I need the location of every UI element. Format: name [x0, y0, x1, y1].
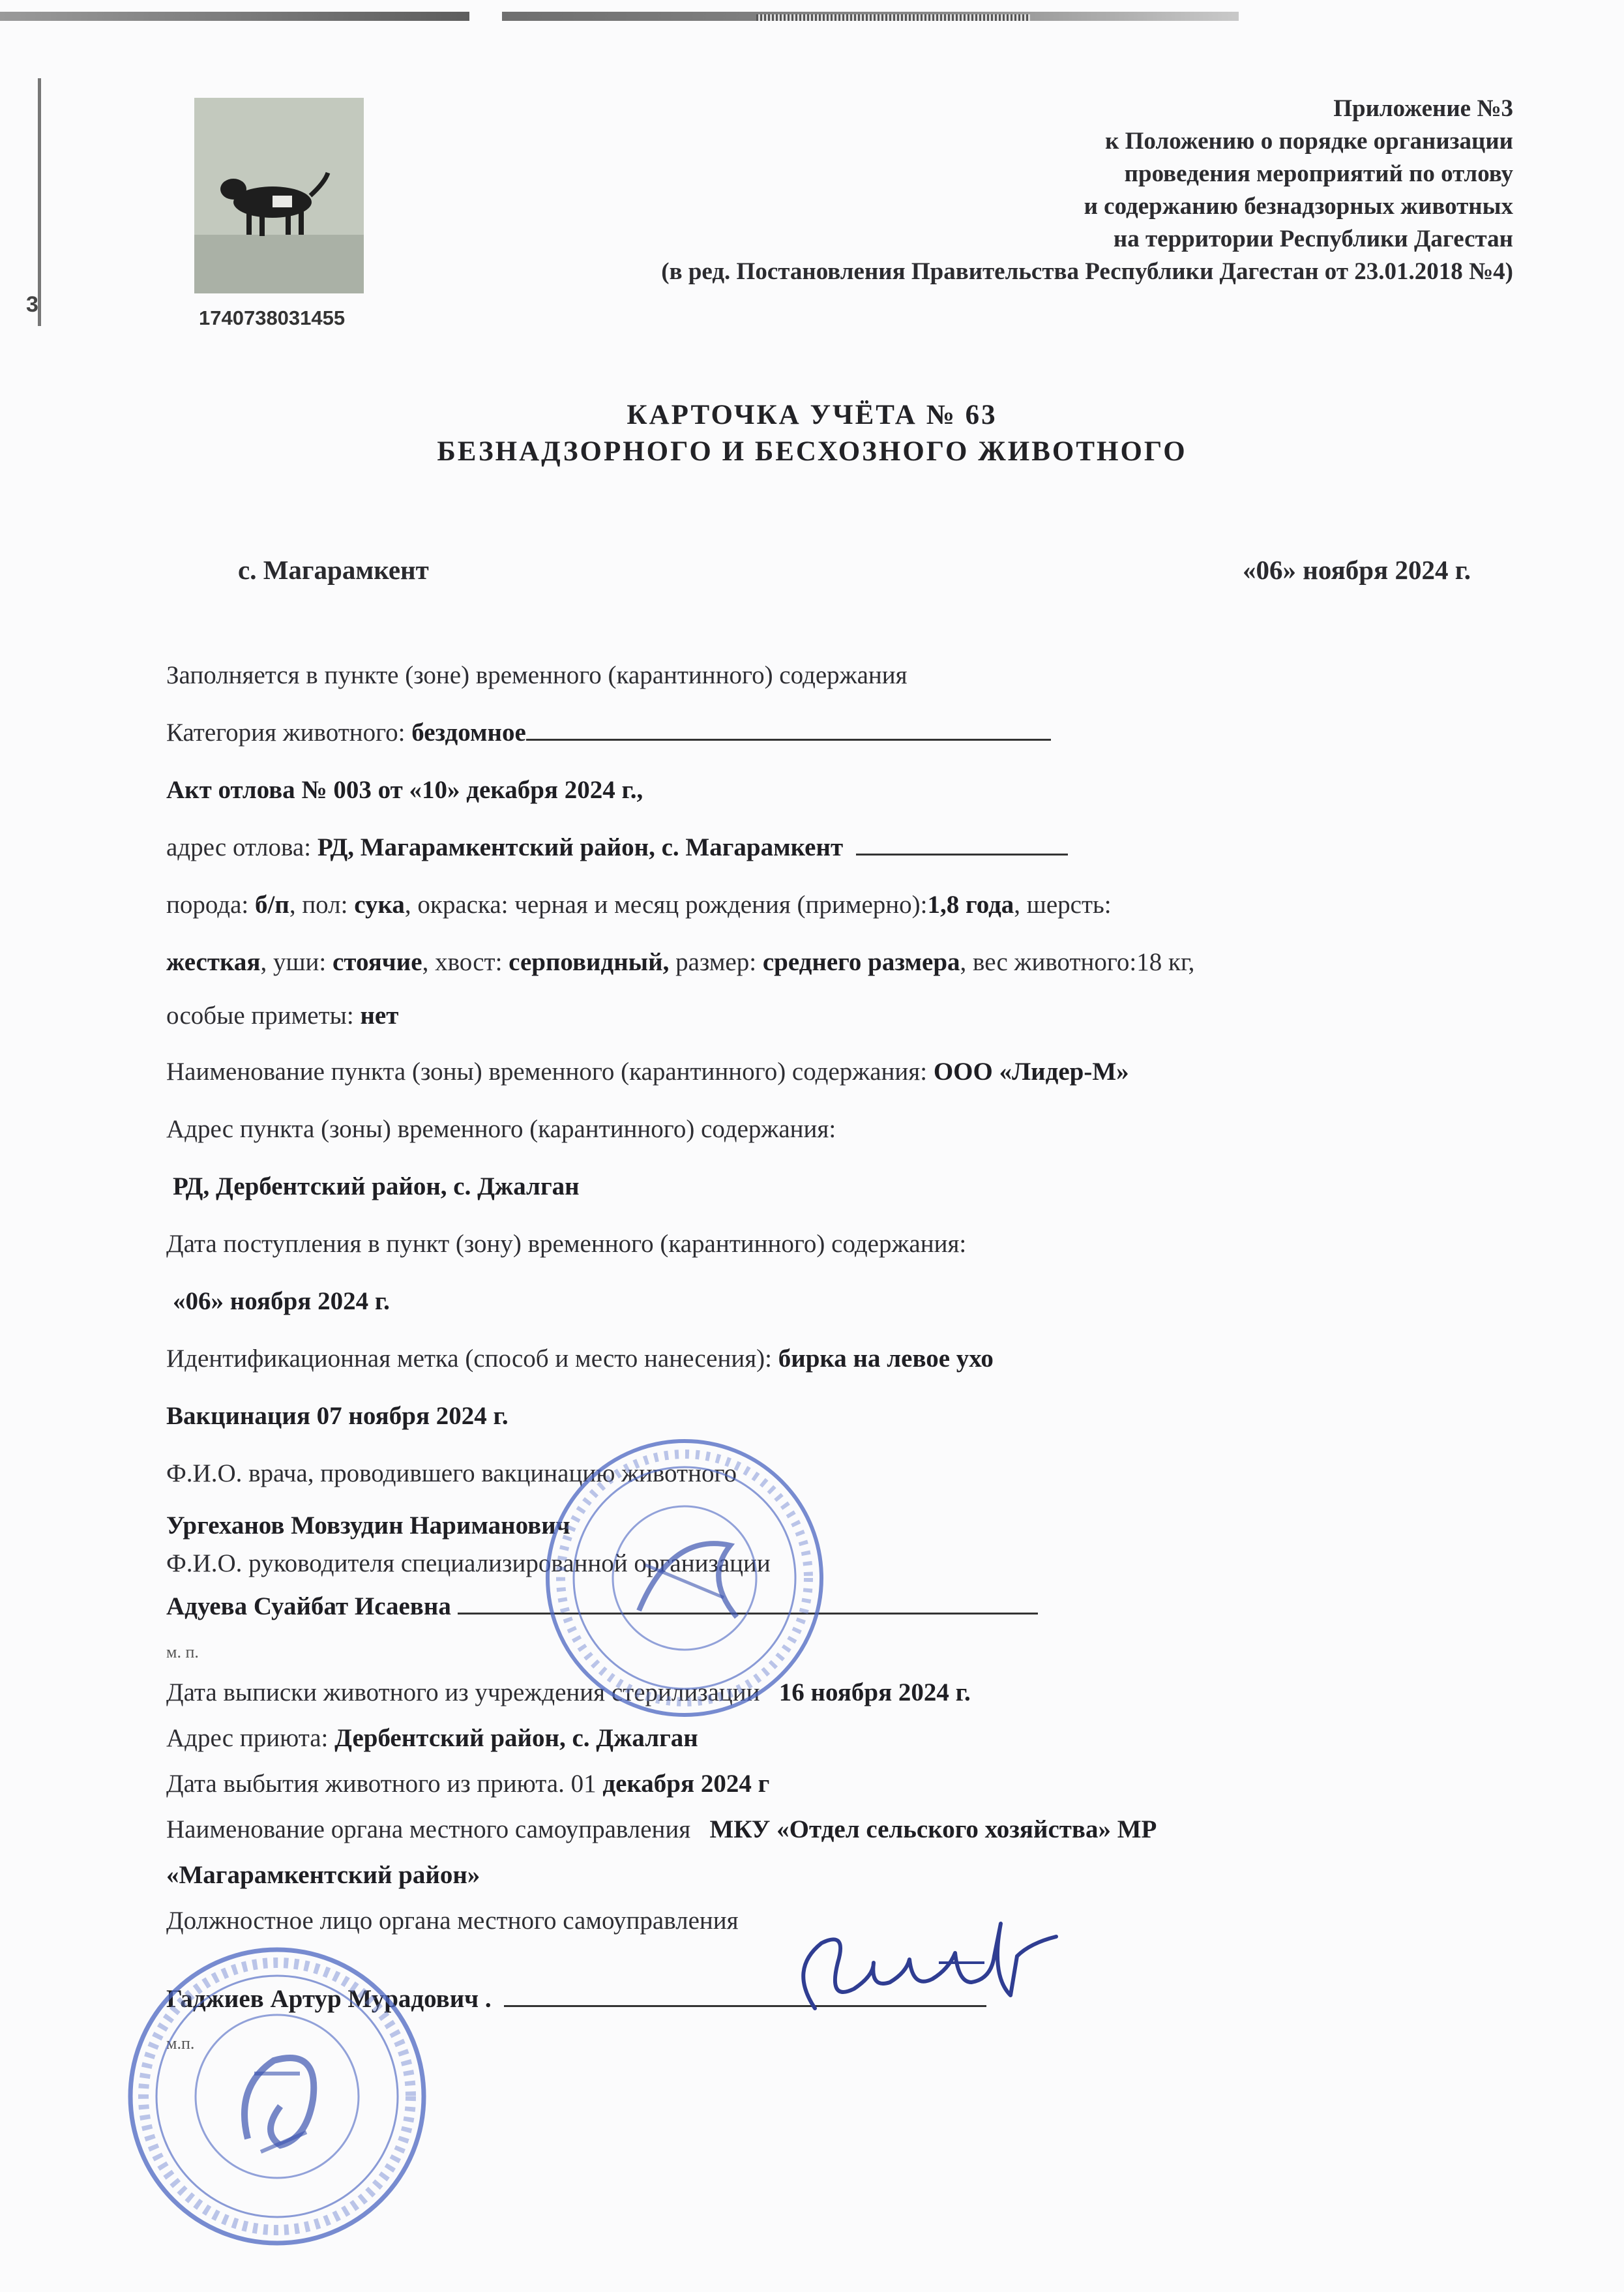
color-text: , окраска: черная и месяц рождения (примерно):	[404, 891, 928, 919]
marks-row	[166, 999, 398, 1033]
weight-text: , вес животного:18 кг,	[960, 948, 1195, 976]
animal-photo	[194, 98, 364, 293]
document-date: «06» ноября 2024 г.	[1242, 555, 1471, 585]
mp-label: м.п.	[166, 2034, 195, 2053]
vet-value: Ургеханов Мовзудин Нариманович	[166, 1511, 570, 1540]
arrival-value-row	[173, 1285, 390, 1318]
organization-seal-stamp	[541, 1435, 828, 1721]
shelter2-row	[166, 1721, 698, 1755]
scan-edge	[38, 78, 41, 326]
gov-row	[166, 1813, 1157, 1847]
mp-label: м. п.	[166, 1643, 199, 1661]
features-row	[166, 945, 1194, 979]
act-row	[166, 773, 643, 807]
header-line: на территории Республики Дагестан	[1113, 226, 1513, 252]
arrival-row	[166, 1227, 966, 1261]
vaccination-row	[166, 1399, 509, 1433]
gov-value: МКУ «Отдел сельского хозяйства» МР	[709, 1815, 1157, 1843]
fill-note	[166, 659, 908, 692]
gov-row-2	[166, 1858, 480, 1892]
header-line: к Положению о порядке организации	[1105, 128, 1513, 155]
document-subtitle: БЕЗНАДЗОРНОГО И БЕСХОЗНОГО ЖИВОТНОГО	[437, 436, 1187, 467]
official-label-row	[166, 1904, 739, 1938]
shelter2-value: Дербентский район, с. Джалган	[334, 1724, 698, 1752]
shelter-addr-row	[166, 1112, 836, 1146]
shelter-name-value: ООО «Лидер-М»	[933, 1058, 1129, 1086]
header-line: Приложение №3	[1333, 95, 1513, 122]
address-row	[166, 831, 1068, 865]
vet-label: Ф.И.О. врача, проводившего вакцинацию животного	[166, 1459, 737, 1487]
tail-label: , хвост:	[422, 948, 509, 976]
scan-artifact-barcode	[756, 14, 1030, 21]
category-value: бездомное	[411, 719, 526, 747]
tag-label: Идентификационная метка (способ и место нанесения):	[166, 1345, 778, 1373]
appendix-header	[661, 93, 1513, 288]
header-line: и содержанию безнадзорных животных	[1084, 193, 1513, 220]
shelter-addr-value-row	[173, 1170, 580, 1204]
category-label: Категория животного:	[166, 719, 412, 747]
tag-value: бирка на левое ухо	[778, 1345, 994, 1373]
leave-value: декабря 2024 г	[602, 1770, 770, 1798]
discharge-label: Дата выписки животного из учреждения стерилизации	[166, 1678, 767, 1706]
municipal-seal-stamp	[124, 1943, 430, 2250]
age-value: 1,8 года	[927, 891, 1014, 919]
shelter-addr-label: Адрес пункта (зоны) временного (карантинного) содержания:	[166, 1115, 836, 1143]
place: с. Магарамкент	[238, 555, 429, 585]
gov-value-2: «Магарамкентский район»	[166, 1861, 480, 1889]
official-label: Должностное лицо органа местного самоуправления	[166, 1907, 739, 1935]
underline	[856, 853, 1068, 856]
address-value: РД, Магарамкентский район, с. Магарамкент	[317, 833, 844, 861]
breed-row	[166, 888, 1112, 922]
shelter-addr-value: РД, Дербентский район, с. Джалган	[173, 1172, 580, 1200]
handwritten-signature	[776, 1917, 1076, 2028]
gov-label: Наименование органа местного самоуправления	[166, 1815, 697, 1843]
seal-icon	[124, 1943, 430, 2250]
fur-value: жесткая	[166, 948, 261, 976]
breed-value: б/п	[255, 891, 289, 919]
underline	[526, 738, 1051, 741]
fill-note-text: Заполняется в пункте (зоне) временного (карантинного) содержания	[166, 661, 908, 689]
size-label: размер:	[669, 948, 763, 976]
shelter-name-row	[166, 1055, 1129, 1089]
ears-value: стоячие	[332, 948, 422, 976]
address-label: адрес отлова:	[166, 833, 317, 861]
vet-value-row	[166, 1509, 570, 1543]
dog-photo-image	[194, 98, 364, 293]
breed-label: порода:	[166, 891, 255, 919]
scan-artifact-bar	[0, 12, 469, 21]
head-value: Адуева Суайбат Исаевна	[166, 1592, 451, 1620]
marks-value: нет	[360, 1002, 399, 1030]
category-row	[166, 716, 1051, 750]
tail-value: серповидный,	[509, 948, 670, 976]
arrival-value: «06» ноября 2024 г.	[173, 1287, 390, 1315]
sex-label: , пол:	[289, 891, 355, 919]
sex-value: сука	[354, 891, 405, 919]
act-value: Акт отлова № 003 от «10» декабря 2024 г.,	[166, 776, 643, 804]
shelter2-label: Адрес приюта:	[166, 1724, 335, 1752]
head-label: Ф.И.О. руководителя специализированной организации	[166, 1549, 771, 1577]
tag-row	[166, 1342, 994, 1376]
leave-row	[166, 1767, 769, 1801]
official-value: Гаджиев Артур Мурадович .	[166, 1985, 492, 2013]
document-title: КАРТОЧКА УЧЁТА № 63	[627, 400, 997, 430]
vaccination-value: Вакцинация 07 ноября 2024 г.	[166, 1402, 509, 1430]
header-line: (в ред. Постановления Правительства Республики Дагестан от 23.01.2018 №4)	[661, 258, 1513, 285]
size-value: среднего размера	[762, 948, 960, 976]
arrival-label: Дата поступления в пункт (зону) временного (карантинного) содержания:	[166, 1230, 967, 1258]
leave-label: Дата выбытия животного из приюта. 01	[166, 1770, 603, 1798]
header-line: проведения мероприятий по отлову	[1124, 160, 1513, 187]
discharge-value: 16 ноября 2024 г.	[778, 1678, 971, 1706]
fur-label: , шерсть:	[1014, 891, 1112, 919]
ears-label: , уши:	[260, 948, 332, 976]
photo-id-label: 1740738031455	[199, 306, 346, 329]
marks-label: особые приметы:	[166, 1002, 361, 1030]
shelter-name-label: Наименование пункта (зоны) временного (карантинного) содержания:	[166, 1058, 934, 1086]
seal-icon	[541, 1435, 828, 1721]
page-mark: 3	[26, 292, 38, 317]
signature-icon	[776, 1917, 1076, 2028]
